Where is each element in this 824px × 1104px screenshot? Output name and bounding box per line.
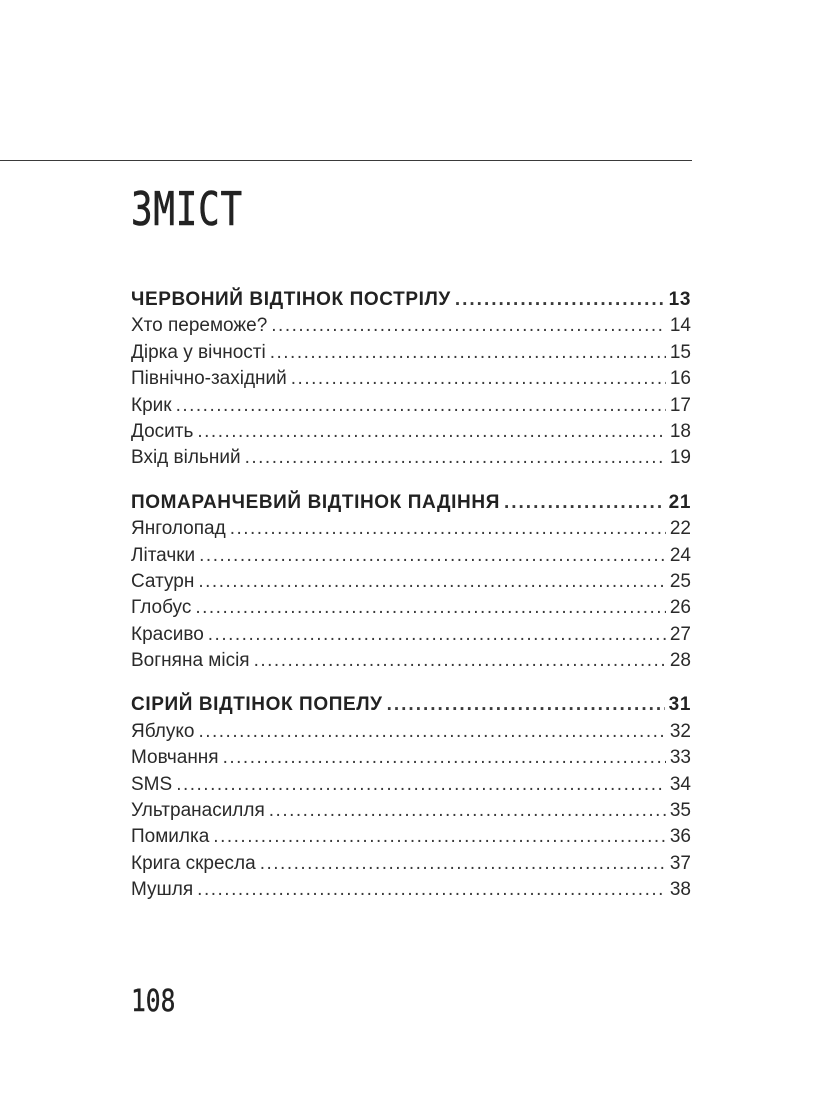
toc-entry-title: Дірка у вічності: [131, 341, 266, 363]
toc-entry[interactable]: [131, 648, 691, 674]
toc-entry-title: Вогняна місія: [131, 650, 250, 672]
toc-entry-title: Літачки: [131, 544, 196, 566]
page-title: ЗМІСТ: [131, 182, 243, 236]
toc-entry-page: 25: [669, 570, 691, 592]
toc-leader-dots: [176, 772, 666, 798]
toc-entry-title: Яблуко: [131, 720, 195, 742]
toc-entry[interactable]: [131, 745, 691, 771]
toc-leader-dots: [270, 340, 666, 366]
toc-section: [131, 692, 691, 903]
toc-entry-page: 38: [669, 879, 691, 901]
toc-section-title: СІРИЙ ВІДТІНОК ПОПЕЛУ: [131, 694, 383, 716]
toc-leader-dots: [223, 745, 666, 771]
toc-entry-title: Красиво: [131, 623, 204, 645]
toc-entry-page: 24: [669, 544, 691, 566]
top-rule: [0, 160, 692, 161]
toc-section-page: 21: [668, 491, 691, 513]
toc-leader-dots: [176, 393, 666, 419]
toc-entry-page: 35: [669, 800, 691, 822]
toc-entry-page: 33: [669, 747, 691, 769]
toc-entry[interactable]: [131, 772, 691, 798]
toc-leader-dots: [198, 569, 666, 595]
toc-entry[interactable]: [131, 366, 691, 392]
toc-leader-dots: [213, 824, 666, 850]
toc-entry-page: 22: [669, 518, 691, 540]
toc-entry-page: 34: [669, 773, 691, 795]
toc-entry[interactable]: [131, 393, 691, 419]
toc-entry-title: SMS: [131, 773, 173, 795]
toc-leader-dots: [260, 851, 666, 877]
toc-entry-page: 28: [669, 650, 691, 672]
toc-entry[interactable]: [131, 419, 691, 445]
toc-leader-dots: [245, 445, 666, 471]
toc-entry[interactable]: [131, 824, 691, 850]
toc-entry-title: Мушля: [131, 879, 194, 901]
toc-leader-dots: [197, 419, 665, 445]
toc-entry-title: Хто переможе?: [131, 315, 268, 337]
toc-leader-dots: [387, 692, 665, 718]
toc-leader-dots: [271, 313, 666, 339]
toc-entry[interactable]: [131, 516, 691, 542]
toc-entry-page: 14: [669, 315, 691, 337]
toc-leader-dots: [455, 287, 665, 313]
toc-leader-dots: [199, 543, 666, 569]
toc-leader-dots: [269, 798, 666, 824]
toc-entry-page: 37: [669, 852, 691, 874]
toc-entry[interactable]: [131, 595, 691, 621]
toc-entry[interactable]: [131, 543, 691, 569]
toc-leader-dots: [197, 877, 666, 903]
toc-entry-page: 15: [669, 341, 691, 363]
toc-entry[interactable]: [131, 569, 691, 595]
toc-entry-title: Крига скресла: [131, 852, 256, 874]
toc-entry-title: Помилка: [131, 826, 210, 848]
toc-entry-page: 26: [669, 597, 691, 619]
table-of-contents: [131, 287, 691, 922]
toc-entry-title: Глобус: [131, 597, 192, 619]
toc-entry[interactable]: [131, 719, 691, 745]
toc-leader-dots: [195, 595, 666, 621]
toc-entry-page: 27: [669, 623, 691, 645]
toc-leader-dots: [208, 622, 666, 648]
toc-section: [131, 490, 691, 675]
toc-section-title: ЧЕРВОНИЙ ВІДТІНОК ПОСТРІЛУ: [131, 289, 451, 310]
toc-entry-title: Крик: [131, 394, 172, 416]
toc-section-heading[interactable]: [131, 287, 691, 313]
toc-section-page: 13: [668, 289, 691, 310]
toc-entry[interactable]: [131, 445, 691, 471]
toc-entry-title: Вхід вільний: [131, 447, 241, 469]
toc-entry-title: Сатурн: [131, 570, 195, 592]
toc-entry-title: Досить: [131, 420, 194, 442]
toc-entry-page: 19: [669, 447, 691, 469]
toc-section-heading[interactable]: [131, 490, 691, 516]
toc-entry-title: Північно-західний: [131, 368, 287, 390]
toc-section: [131, 287, 691, 472]
toc-entry[interactable]: [131, 877, 691, 903]
toc-leader-dots: [198, 719, 665, 745]
toc-entry[interactable]: [131, 313, 691, 339]
toc-entry-page: 32: [669, 720, 691, 742]
toc-entry[interactable]: [131, 798, 691, 824]
toc-leader-dots: [504, 490, 665, 516]
toc-entry[interactable]: [131, 622, 691, 648]
toc-section-page: 31: [668, 694, 691, 716]
toc-entry[interactable]: [131, 851, 691, 877]
toc-section-heading[interactable]: [131, 692, 691, 718]
toc-leader-dots: [230, 516, 666, 542]
toc-leader-dots: [254, 648, 666, 674]
toc-leader-dots: [291, 366, 666, 392]
toc-entry-page: 18: [669, 420, 691, 442]
page-number: 108: [131, 984, 176, 1019]
toc-entry-title: Ультранасилля: [131, 800, 265, 822]
toc-entry-title: Мовчання: [131, 747, 219, 769]
toc-entry-title: Янголопад: [131, 518, 226, 540]
toc-entry-page: 16: [669, 368, 691, 390]
toc-entry-page: 17: [669, 394, 691, 416]
toc-entry-page: 36: [669, 826, 691, 848]
toc-entry[interactable]: [131, 340, 691, 366]
toc-section-title: ПОМАРАНЧЕВИЙ ВІДТІНОК ПАДІННЯ: [131, 491, 500, 513]
